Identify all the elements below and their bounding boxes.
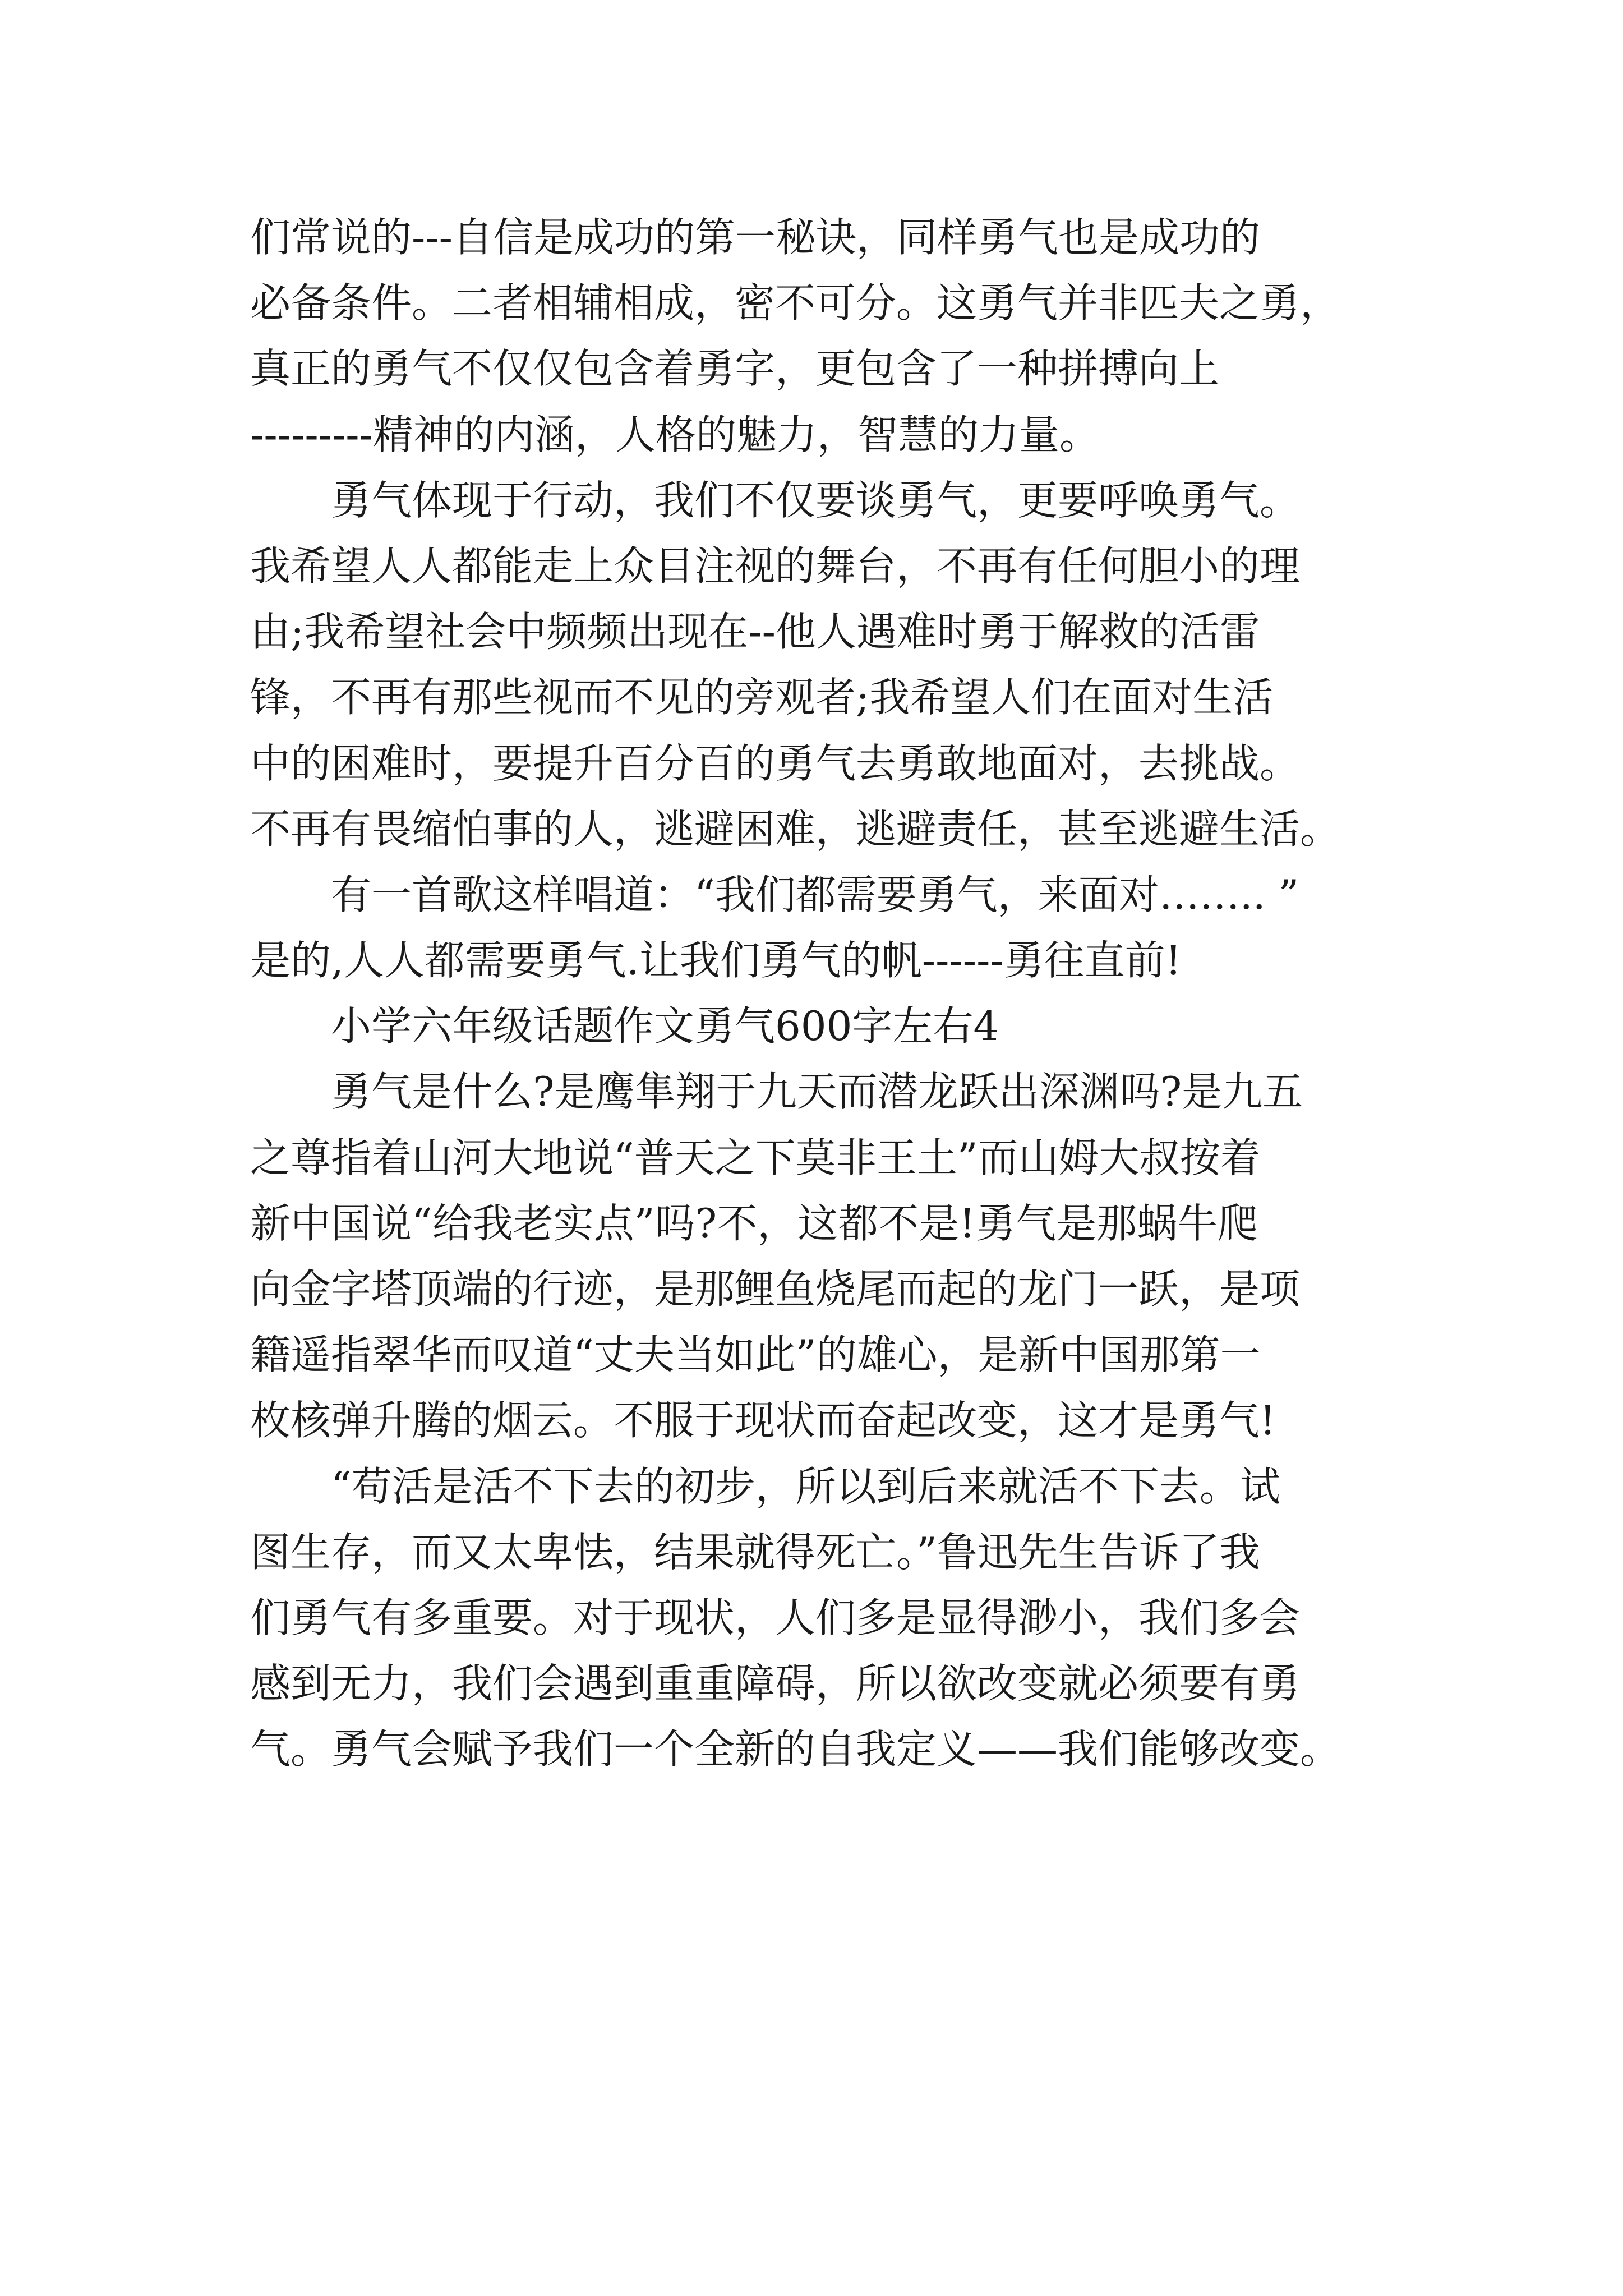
text-line: 们常说的---自信是成功的第一秘诀，同样勇气也是成功的 xyxy=(250,214,1260,261)
text-line: 是的,人人都需要勇气.让我们勇气的帆------勇往直前! xyxy=(250,937,1182,984)
text-line: 真正的勇气不仅仅包含着勇字，更包含了一种拼搏向上 xyxy=(250,345,1220,393)
text-line: 有一首歌这样唱道：“我们都需要勇气，来面对…….. ” xyxy=(331,871,1299,918)
text-line: 由;我希望社会中频频出现在--他人遇难时勇于解救的活雷 xyxy=(250,608,1260,656)
text-line: 籍遥指翠华而叹道“丈夫当如此”的雄心，是新中国那第一 xyxy=(250,1331,1261,1379)
text-line: 之尊指着山河大地说“普天之下莫非王土”而山姆大叔按着 xyxy=(250,1134,1261,1181)
text-line: 气。勇气会赋予我们一个全新的自我定义——我们能够改变。 xyxy=(250,1726,1341,1773)
text-line: 勇气是什么?是鹰隼翔于九天而潜龙跃出深渊吗?是九五 xyxy=(331,1068,1303,1116)
essay-text-block xyxy=(250,205,1394,1783)
text-line: ---------精神的内涵，人格的魅力，智慧的力量。 xyxy=(250,411,1100,458)
text-line: “苟活是活不下去的初步，所以到后来就活不下去。试 xyxy=(331,1462,1280,1510)
text-line: 图生存，而又太卑怯，结果就得死亡。”鲁迅先生告诉了我 xyxy=(250,1528,1260,1576)
text-line: 必备条件。二者相辅相成，密不可分。这勇气并非匹夫之勇， xyxy=(250,279,1341,327)
text-line: 向金字塔顶端的行迹，是那鲤鱼烧尾而起的龙门一跃，是项 xyxy=(250,1266,1301,1313)
text-line: 枚核弹升腾的烟云。不服于现状而奋起改变，这才是勇气! xyxy=(250,1397,1276,1444)
text-line: 中的困难时，要提升百分百的勇气去勇敢地面对，去挑战。 xyxy=(250,739,1301,787)
text-line: 们勇气有多重要。对于现状，人们多是显得渺小，我们多会 xyxy=(250,1594,1301,1641)
text-line: 感到无力，我们会遇到重重障碍，所以欲改变就必须要有勇 xyxy=(250,1660,1301,1708)
essay-heading: 小学六年级话题作文勇气600字左右4 xyxy=(331,1002,999,1050)
text-line: 新中国说“给我老实点”吗?不，这都不是!勇气是那蜗牛爬 xyxy=(250,1199,1258,1247)
text-line: 我希望人人都能走上众目注视的舞台，不再有任何胆小的理 xyxy=(250,542,1301,590)
text-line: 不再有畏缩怕事的人，逃避困难，逃避责任，甚至逃避生活。 xyxy=(250,805,1341,853)
text-line: 锋，不再有那些视而不见的旁观者;我希望人们在面对生活 xyxy=(250,674,1274,721)
text-line: 勇气体现于行动，我们不仅要谈勇气，更要呼唤勇气。 xyxy=(331,476,1301,524)
